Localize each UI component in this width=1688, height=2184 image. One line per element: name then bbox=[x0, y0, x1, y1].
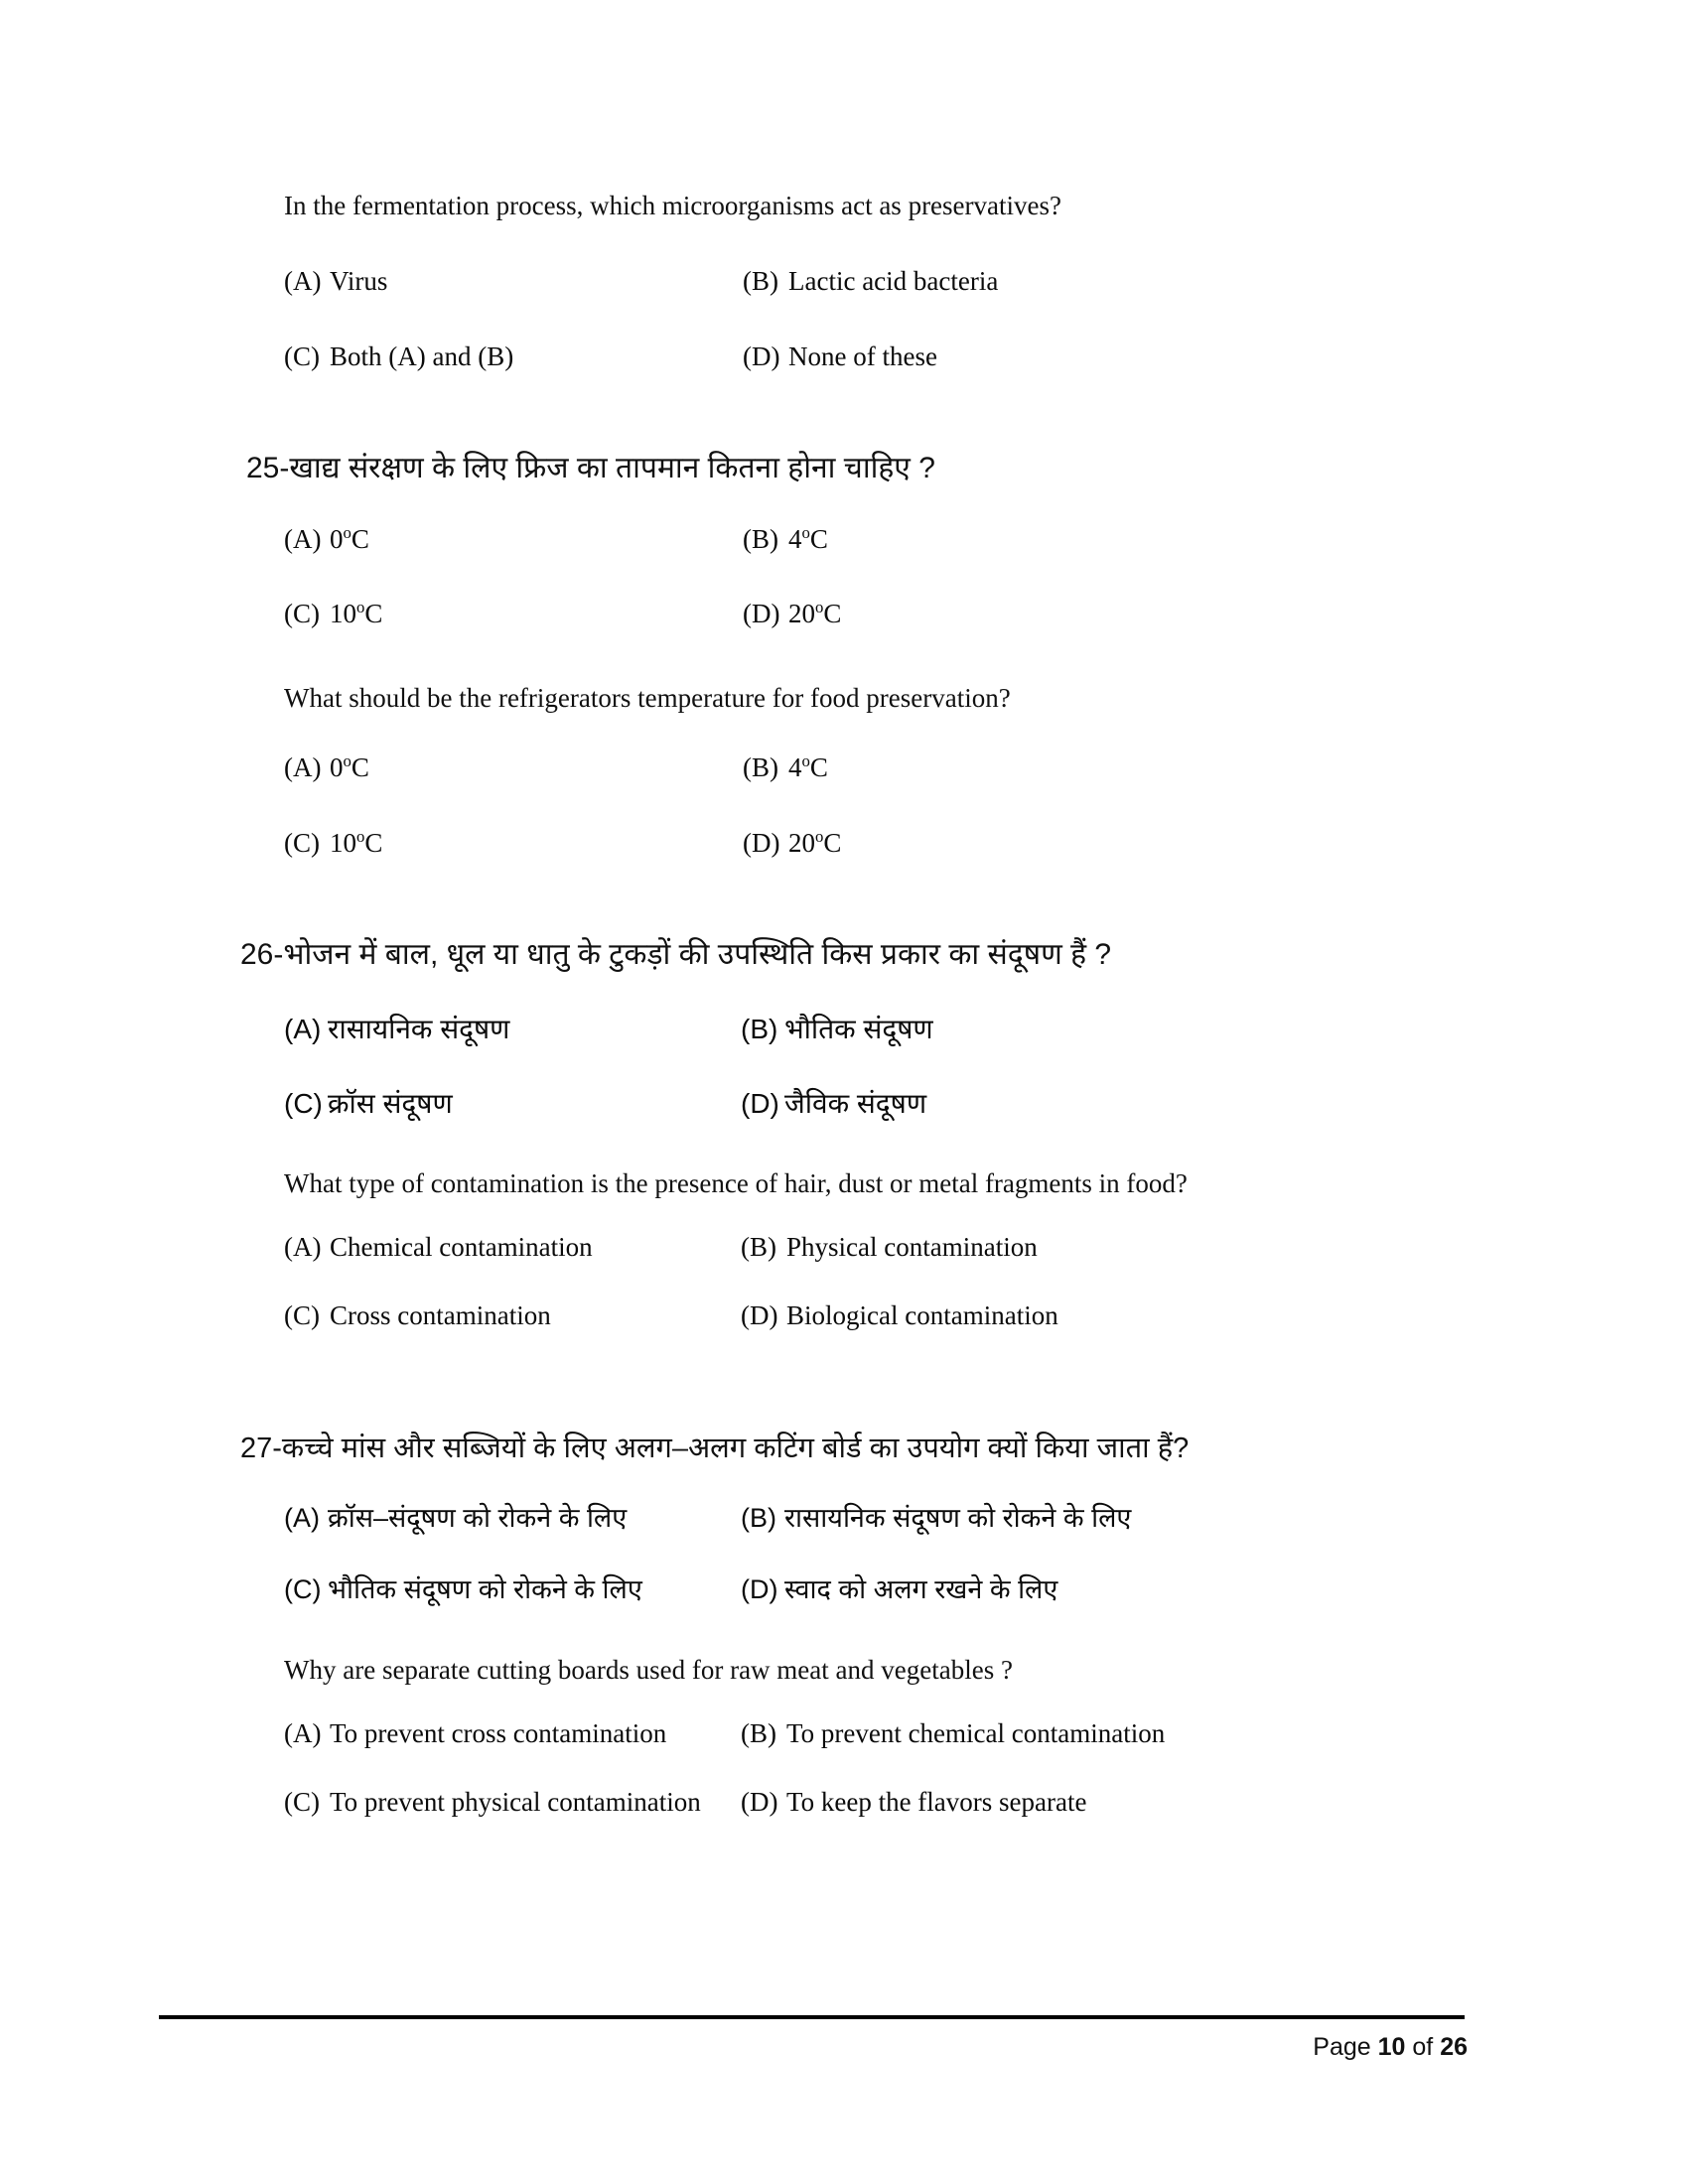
option-text-a: Virus bbox=[330, 266, 388, 297]
option-d[interactable] bbox=[741, 1086, 1188, 1121]
option-value-c: 10 bbox=[330, 599, 356, 629]
option-b[interactable] bbox=[741, 1012, 1188, 1046]
option-b[interactable] bbox=[741, 1717, 1189, 1751]
option-label-b: (B) bbox=[741, 1503, 776, 1534]
footer-current-page: 10 bbox=[1377, 2033, 1406, 2061]
option-label-d: (D) bbox=[741, 1087, 779, 1119]
option-b[interactable] bbox=[741, 1502, 1189, 1536]
question-26-options-english bbox=[284, 1231, 1188, 1334]
option-label-d: (D) bbox=[741, 1300, 778, 1331]
option-text-b: भौतिक संदूषण bbox=[784, 1013, 933, 1044]
option-unit-b: C bbox=[809, 752, 828, 783]
option-unit-b: C bbox=[809, 523, 828, 554]
option-text-d: To keep the flavors separate bbox=[786, 1787, 1087, 1818]
question-27-options-english bbox=[284, 1717, 1189, 1821]
footer-of-label: of bbox=[1412, 2033, 1434, 2061]
option-text-b: To prevent chemical contamination bbox=[786, 1717, 1166, 1748]
option-text-a: रासायनिक संदूषण bbox=[328, 1013, 510, 1044]
question-26-options-hindi bbox=[284, 1012, 1188, 1121]
option-c[interactable] bbox=[284, 598, 743, 631]
question-block-25 bbox=[246, 449, 1011, 861]
option-c[interactable] bbox=[284, 827, 743, 861]
option-d[interactable] bbox=[743, 827, 1011, 861]
question-block-26 bbox=[240, 935, 1188, 1333]
option-unit-c: C bbox=[364, 827, 383, 858]
option-unit-d: C bbox=[823, 827, 842, 858]
degree-symbol-b: o bbox=[801, 751, 810, 771]
option-label-c: (C) bbox=[284, 1300, 320, 1331]
question-25-options-english bbox=[284, 751, 1011, 861]
option-unit-c: C bbox=[364, 599, 383, 629]
option-b[interactable] bbox=[743, 523, 1011, 557]
option-text-a: क्रॉस–संदूषण को रोकने के लिए bbox=[328, 1503, 628, 1534]
question-26-number: 26- bbox=[240, 938, 284, 971]
option-a[interactable] bbox=[284, 523, 743, 557]
option-label-c: (C) bbox=[284, 341, 320, 371]
option-d[interactable] bbox=[741, 1573, 1189, 1607]
degree-symbol-a: o bbox=[343, 751, 352, 771]
option-label-b: (B) bbox=[743, 266, 778, 297]
option-text-d: Biological contamination bbox=[786, 1300, 1058, 1331]
options-grid-english bbox=[284, 265, 1061, 374]
option-text-c: Both (A) and (B) bbox=[330, 341, 514, 371]
option-unit-d: C bbox=[823, 599, 842, 629]
degree-symbol-d: o bbox=[815, 598, 824, 617]
option-value-a: 0 bbox=[330, 523, 344, 554]
option-a[interactable] bbox=[284, 1502, 741, 1536]
option-c[interactable] bbox=[284, 1573, 741, 1607]
footer-page-indicator bbox=[1313, 2033, 1468, 2062]
option-text-d: None of these bbox=[788, 341, 937, 371]
question-26-statement-hindi bbox=[240, 935, 1188, 976]
footer-divider bbox=[159, 2015, 1465, 2019]
option-c[interactable] bbox=[284, 1299, 741, 1333]
degree-symbol-c: o bbox=[356, 598, 365, 617]
option-label-c: (C) bbox=[284, 827, 320, 858]
question-27-text-hindi: कच्चे मांस और सब्जियों के लिए अलग–अलग कटिंग बोर्ड का उपयोग क्यों किया जाता हैं? bbox=[281, 1433, 1190, 1464]
option-unit-a: C bbox=[351, 752, 369, 783]
option-d[interactable] bbox=[743, 341, 1061, 374]
option-text-c: To prevent physical contamination bbox=[330, 1787, 701, 1818]
degree-symbol-d: o bbox=[815, 826, 824, 846]
option-label-a: (A) bbox=[284, 523, 322, 554]
option-label-a: (A) bbox=[284, 1013, 322, 1044]
option-label-c: (C) bbox=[284, 1787, 320, 1818]
option-value-b: 4 bbox=[788, 523, 802, 554]
option-text-c: भौतिक संदूषण को रोकने के लिए bbox=[328, 1573, 642, 1604]
question-26-statement-english: What type of contamination is the presence of hair, dust or metal fragments in food? bbox=[284, 1167, 1188, 1198]
option-value-a: 0 bbox=[330, 752, 344, 783]
option-label-d: (D) bbox=[743, 827, 780, 858]
footer-total-pages: 26 bbox=[1440, 2033, 1468, 2061]
option-b[interactable] bbox=[743, 751, 1011, 785]
option-value-d: 20 bbox=[788, 599, 815, 629]
option-label-a: (A) bbox=[284, 1717, 322, 1748]
option-value-b: 4 bbox=[788, 752, 802, 783]
option-label-b: (B) bbox=[743, 752, 778, 783]
option-d[interactable] bbox=[741, 1299, 1188, 1333]
option-text-d: स्वाद को अलग रखने के लिए bbox=[784, 1573, 1058, 1604]
option-label-d: (D) bbox=[743, 599, 780, 629]
question-25-options-hindi bbox=[284, 523, 1011, 632]
degree-symbol-b: o bbox=[801, 522, 810, 542]
degree-symbol-a: o bbox=[343, 522, 352, 542]
option-label-a: (A) bbox=[284, 1231, 322, 1262]
option-d[interactable] bbox=[743, 598, 1011, 631]
option-text-d: जैविक संदूषण bbox=[784, 1087, 927, 1119]
option-a[interactable] bbox=[284, 1012, 741, 1046]
question-26-text-hindi: भोजन में बाल, धूल या धातु के टुकड़ों की उपस्थिति किस प्रकार का संदूषण हैं ? bbox=[283, 938, 1112, 971]
option-label-b: (B) bbox=[741, 1231, 776, 1262]
option-text-a: Chemical contamination bbox=[330, 1231, 593, 1262]
question-statement-english: In the fermentation process, which microorganisms act as preservatives? bbox=[284, 191, 1061, 220]
option-text-a: To prevent cross contamination bbox=[330, 1717, 667, 1748]
option-unit-a: C bbox=[351, 523, 369, 554]
option-text-b: Physical contamination bbox=[786, 1231, 1038, 1262]
question-25-number: 25- bbox=[246, 452, 290, 484]
option-text-c: Cross contamination bbox=[330, 1300, 551, 1331]
option-label-a: (A) bbox=[284, 752, 322, 783]
question-25-statement-english: What should be the refrigerators temperature for food preservation? bbox=[284, 683, 1011, 713]
option-label-b: (B) bbox=[743, 523, 778, 554]
option-label-a: (A) bbox=[284, 266, 322, 297]
option-c[interactable] bbox=[284, 1086, 741, 1121]
degree-symbol-c: o bbox=[356, 826, 365, 846]
option-label-c: (C) bbox=[284, 599, 320, 629]
question-block-27 bbox=[240, 1430, 1189, 1820]
option-label-d: (D) bbox=[743, 341, 780, 371]
question-27-options-hindi bbox=[284, 1502, 1189, 1607]
option-a[interactable] bbox=[284, 751, 743, 785]
question-25-statement-hindi bbox=[246, 449, 1011, 489]
option-value-d: 20 bbox=[788, 827, 815, 858]
option-value-c: 10 bbox=[330, 827, 356, 858]
option-c[interactable] bbox=[284, 341, 743, 374]
question-27-statement-english: Why are separate cutting boards used for raw meat and vegetables ? bbox=[284, 1654, 1013, 1685]
option-label-c: (C) bbox=[284, 1087, 323, 1119]
option-d[interactable] bbox=[741, 1786, 1189, 1820]
option-label-a: (A) bbox=[284, 1503, 320, 1534]
option-label-b: (B) bbox=[741, 1717, 776, 1748]
question-25-text-hindi: खाद्य संरक्षण के लिए फ्रिज का तापमान कितना होना चाहिए ? bbox=[289, 452, 935, 484]
option-c[interactable] bbox=[284, 1786, 741, 1820]
option-a[interactable] bbox=[284, 1717, 741, 1751]
question-27-number: 27- bbox=[240, 1433, 282, 1464]
option-b[interactable] bbox=[743, 265, 1061, 299]
footer-prefix-label: Page bbox=[1313, 2033, 1371, 2061]
question-27-statement-hindi bbox=[240, 1430, 1189, 1468]
option-b[interactable] bbox=[741, 1231, 1188, 1265]
option-text-b: Lactic acid bacteria bbox=[788, 266, 999, 297]
option-text-b: रासायनिक संदूषण को रोकने के लिए bbox=[784, 1503, 1132, 1534]
option-text-c: क्रॉस संदूषण bbox=[328, 1087, 453, 1119]
option-a[interactable] bbox=[284, 265, 743, 299]
option-label-d: (D) bbox=[741, 1573, 778, 1604]
option-label-c: (C) bbox=[284, 1573, 322, 1604]
option-a[interactable] bbox=[284, 1231, 741, 1265]
option-label-d: (D) bbox=[741, 1787, 778, 1818]
option-label-b: (B) bbox=[741, 1013, 778, 1044]
question-block-fermentation bbox=[284, 189, 1061, 374]
